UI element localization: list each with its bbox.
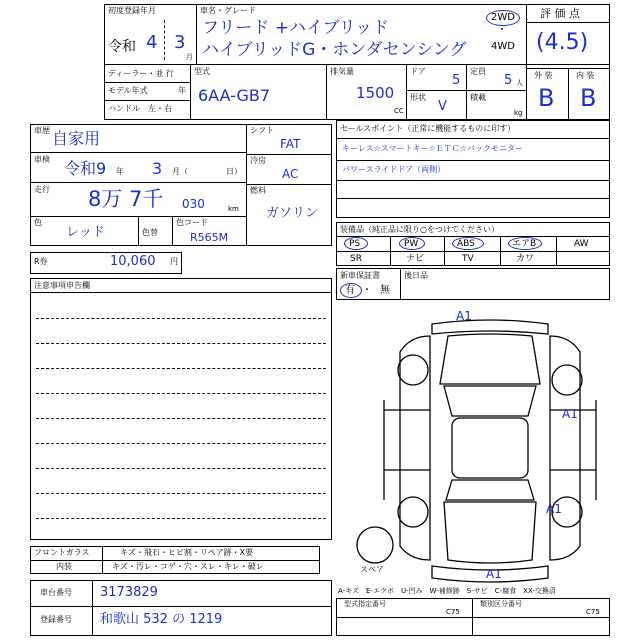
color-code-value: R565M bbox=[190, 231, 229, 244]
right-front-wheel bbox=[552, 365, 582, 395]
handle-label: ハンドル 左・右 bbox=[108, 104, 172, 113]
mileage-sub: 030 bbox=[182, 197, 205, 211]
sales-label: セールスポイント（正常に機能するものに印す） bbox=[340, 124, 516, 133]
inspection-year-unit: 年 bbox=[116, 167, 124, 176]
inspection-month: 3 bbox=[152, 159, 163, 178]
interior-label: 内装 bbox=[56, 562, 72, 571]
car-name-line1: フリード +ハイブリッド bbox=[202, 18, 390, 38]
recycle-label: R券 bbox=[34, 257, 48, 266]
spare-label: スペア bbox=[360, 565, 384, 574]
equip-sr: SR bbox=[350, 254, 362, 264]
exterior-label: 外 装 bbox=[534, 71, 553, 80]
category-unit: C75 bbox=[586, 608, 600, 616]
displacement-value: 1500 bbox=[356, 84, 395, 102]
delivery-label: 後日品 bbox=[404, 271, 428, 280]
model-year-unit: 年 bbox=[178, 86, 186, 95]
damage-mark-rear: A1 bbox=[486, 567, 502, 581]
sales-line1: キーレス☆スマートキー☆ＥＴＣ☆バックモニター bbox=[342, 144, 523, 153]
warranty-yes: 有 bbox=[345, 285, 355, 296]
left-rear-wheel bbox=[398, 497, 428, 527]
color-value: レッド bbox=[66, 225, 105, 240]
rear-glass bbox=[446, 480, 534, 500]
fuel-label: 燃料 bbox=[250, 186, 266, 195]
kg-unit: kg bbox=[514, 109, 523, 117]
shape-value: V bbox=[438, 99, 447, 114]
first-reg-label: 初度登録年月 bbox=[108, 6, 156, 15]
left-front-wheel bbox=[398, 355, 428, 385]
car-name-label: 車名・グレード bbox=[200, 6, 256, 15]
recycle-value: 10,060 bbox=[110, 254, 156, 269]
exterior-grade: B bbox=[538, 84, 555, 112]
door-label: ドア bbox=[410, 67, 426, 76]
mileage-label: 走行 bbox=[34, 185, 50, 194]
first-reg-year: 4 bbox=[146, 32, 158, 53]
interior-label: 内 装 bbox=[576, 71, 595, 80]
first-reg-month: 3 bbox=[174, 32, 186, 53]
type-spec-unit: C75 bbox=[446, 608, 460, 616]
rear-hatch bbox=[444, 502, 536, 563]
category-label: 類別区分番号 bbox=[480, 600, 522, 608]
chassis-box bbox=[30, 580, 332, 636]
warranty-label: 新車保証書 bbox=[340, 271, 380, 280]
type-spec-label: 型式指定番号 bbox=[344, 600, 386, 608]
ac-label: 冷房 bbox=[250, 156, 266, 165]
type-label: 型式 bbox=[194, 67, 210, 76]
registration-value: 和歌山 532 の 1219 bbox=[100, 612, 223, 627]
equip-leather: カワ bbox=[516, 254, 535, 264]
equipment-label: 装備品（純正品に限り○をつけてください） bbox=[340, 225, 499, 234]
month-unit: 月 bbox=[186, 53, 193, 61]
cc-unit: CC bbox=[394, 107, 404, 115]
shift-value: FAT bbox=[280, 137, 301, 151]
usage-label: 車歴 bbox=[34, 126, 50, 135]
inspection-label: 車検 bbox=[34, 155, 50, 164]
equip-aw: AW bbox=[574, 239, 589, 249]
chassis-value: 3173829 bbox=[100, 585, 158, 600]
km-unit: km bbox=[228, 205, 239, 213]
capacity-label: 定員 bbox=[470, 67, 486, 76]
car-name-line2: ハイブリッドG・ホンダセンシング bbox=[202, 40, 467, 60]
windshield-options: キズ・飛石・ヒビ割・リペア跡・X要 bbox=[120, 548, 254, 557]
color-code-label: 色コード bbox=[176, 218, 208, 227]
equip-ps: PS bbox=[349, 239, 361, 249]
equip-tv: TV bbox=[462, 254, 474, 264]
sales-line2: パワースライドドア（両側） bbox=[342, 165, 446, 174]
equip-airbag: エアB bbox=[512, 239, 537, 249]
shape-label: 形状 bbox=[410, 93, 426, 102]
door-value: 5 bbox=[452, 73, 461, 88]
capacity-value: 5 bbox=[504, 73, 513, 88]
color-change-label: 色替 bbox=[142, 228, 158, 237]
drive-4wd: 4WD bbox=[491, 41, 515, 52]
damage-mark-right-side: A1 bbox=[562, 407, 578, 421]
capacity-unit: 人 bbox=[516, 79, 523, 87]
dealer-label: ディーラー・並 行 bbox=[108, 69, 174, 78]
drive-2wd: 2WD bbox=[491, 12, 515, 23]
drive-dot: ・ bbox=[497, 25, 507, 36]
equip-navi: ナビ bbox=[406, 254, 425, 264]
ac-value: AC bbox=[282, 167, 299, 181]
spare-tire bbox=[357, 527, 393, 563]
damage-mark-front: A1 bbox=[456, 309, 472, 323]
windshield bbox=[444, 386, 536, 416]
warranty-sep: ・ bbox=[362, 285, 372, 296]
front-bumper bbox=[432, 320, 548, 334]
usage-value: 自家用 bbox=[52, 129, 101, 148]
windshield-label: フロントガラス bbox=[34, 548, 90, 557]
chassis-label: 車台番号 bbox=[40, 588, 72, 597]
score-value: (4.5) bbox=[536, 30, 589, 55]
equip-pw: PW bbox=[404, 239, 419, 249]
fuel-value: ガソリン bbox=[266, 206, 319, 221]
interior-grade: B bbox=[580, 84, 597, 112]
registration-label: 登録番号 bbox=[40, 615, 72, 624]
yen-unit: 円 bbox=[170, 257, 178, 266]
reiwa-label: 令和 bbox=[108, 39, 136, 55]
notes-label: 注意事項申告欄 bbox=[34, 281, 90, 290]
type-value: 6AA-GB7 bbox=[198, 86, 271, 105]
model-year-label: モデル年式 bbox=[108, 86, 148, 95]
color-label: 色 bbox=[34, 218, 42, 227]
inspection-month-unit: 月（ bbox=[172, 167, 188, 176]
score-label: 評 価 点 bbox=[540, 7, 580, 20]
damage-mark-right-rear: A1 bbox=[546, 502, 562, 516]
load-label: 積載 bbox=[470, 93, 486, 102]
shift-label: シフト bbox=[250, 126, 274, 135]
interior-options: キズ・汚レ・コゲ・穴・スレ・キレ・破レ bbox=[112, 562, 264, 571]
mileage-value: 8万 7千 bbox=[88, 187, 164, 211]
displacement-label: 排気量 bbox=[330, 67, 354, 76]
hood bbox=[440, 334, 540, 384]
inspection-era: 令和9 bbox=[64, 159, 107, 178]
roof bbox=[452, 418, 528, 478]
inspection-day-unit: 日） bbox=[226, 167, 242, 176]
damage-legend: A-キズ E-エクボ U-凹み W-補修跡 S-サビ C-腐食 XX-交換済 bbox=[338, 587, 556, 595]
warranty-no: 無 bbox=[380, 285, 390, 296]
equip-abs: ABS bbox=[457, 239, 475, 249]
